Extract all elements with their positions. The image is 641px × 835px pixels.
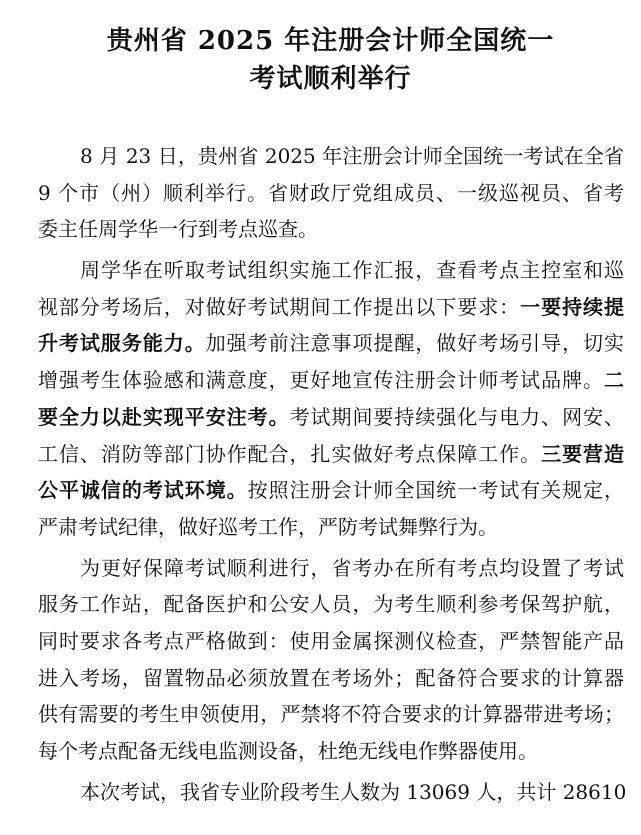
text-line <box>38 660 624 697</box>
text: 增强考生体验感和满意度，更好地宣传注册会计师考试品牌。 <box>38 368 604 393</box>
document-title-line-2: 考试顺利举行 <box>249 64 412 94</box>
paragraph <box>38 550 624 770</box>
text: 委主任周学华一行到考点巡查。 <box>38 217 318 242</box>
text: 严肃考试纪律，做好巡考工作，严防考试舞弊行为。 <box>38 514 498 539</box>
text: 本次考试，我省专业阶段考生人数为 13069 人，共计 28610 <box>80 779 627 804</box>
text: 进入考场，留置物品必须放置在考场外；配备符合要求的计算器 <box>38 665 624 690</box>
text: 为更好保障考试顺利进行，省考办在所有考点均设置了考试 <box>80 555 624 580</box>
text-line <box>38 623 624 660</box>
text: 视部分考场后，对做好考试期间工作提出以下要求： <box>38 294 521 319</box>
text-line <box>38 733 624 770</box>
bold-text: 公平诚信的考试环境。 <box>38 478 248 503</box>
text: 服务工作站，配备医护和公安人员，为考生顺利参考保驾护航， <box>38 592 624 617</box>
text: 考试期间要持续强化与电力、网安、 <box>289 404 625 429</box>
text: 每个考点配备无线电监测设备，杜绝无线电作弊器使用。 <box>38 739 538 763</box>
text: 同时要求各考点严格做到：使用金属探测仪检查，严禁智能产品 <box>38 628 624 653</box>
text-line <box>38 586 624 623</box>
text-line <box>38 399 624 436</box>
text-line <box>38 211 624 248</box>
text-line <box>38 436 624 473</box>
text-line <box>38 550 624 587</box>
text: 9 个市（州）顺利举行。省财政厅党组成员、一级巡视员、省考 <box>38 180 624 205</box>
text: 周学华在听取考试组织实施工作汇报，查看考点主控室和巡 <box>80 258 624 283</box>
document-body <box>38 138 627 814</box>
paragraph <box>38 774 627 811</box>
text-line <box>38 472 624 509</box>
bold-text: 一要持续提 <box>520 294 625 319</box>
bold-text: 要全力以赴实现平安注考。 <box>38 404 290 429</box>
paragraph <box>38 252 624 546</box>
text-line <box>38 138 624 175</box>
text: 8 月 23 日，贵州省 2025 年注册会计师全国统一考试在全省 <box>80 144 624 168</box>
document-title-line-1: 贵州省 2025 年注册会计师全国统一 <box>106 26 555 56</box>
text-line <box>38 696 624 733</box>
text-line <box>38 362 624 399</box>
bold-text: 二 <box>604 368 624 393</box>
text: 按照注册会计师全国统一考试有关规定， <box>247 478 625 503</box>
text: 加强考前注意事项提醒，做好考场引导，切实 <box>205 331 625 356</box>
text-line <box>38 175 624 212</box>
paragraph <box>38 138 624 248</box>
text-line <box>38 509 624 546</box>
text-line <box>38 325 624 362</box>
text: 工信、消防等部门协作配合，扎实做好考点保障工作。 <box>38 441 542 466</box>
bold-text: 三要营造 <box>541 441 625 466</box>
text-line <box>38 289 624 326</box>
text-line <box>38 774 627 811</box>
text: 供有需要的考生申领使用，严禁将不符合要求的计算器带进考场； <box>38 702 624 727</box>
text-line <box>38 252 624 289</box>
bold-text: 升考试服务能力。 <box>38 331 206 356</box>
